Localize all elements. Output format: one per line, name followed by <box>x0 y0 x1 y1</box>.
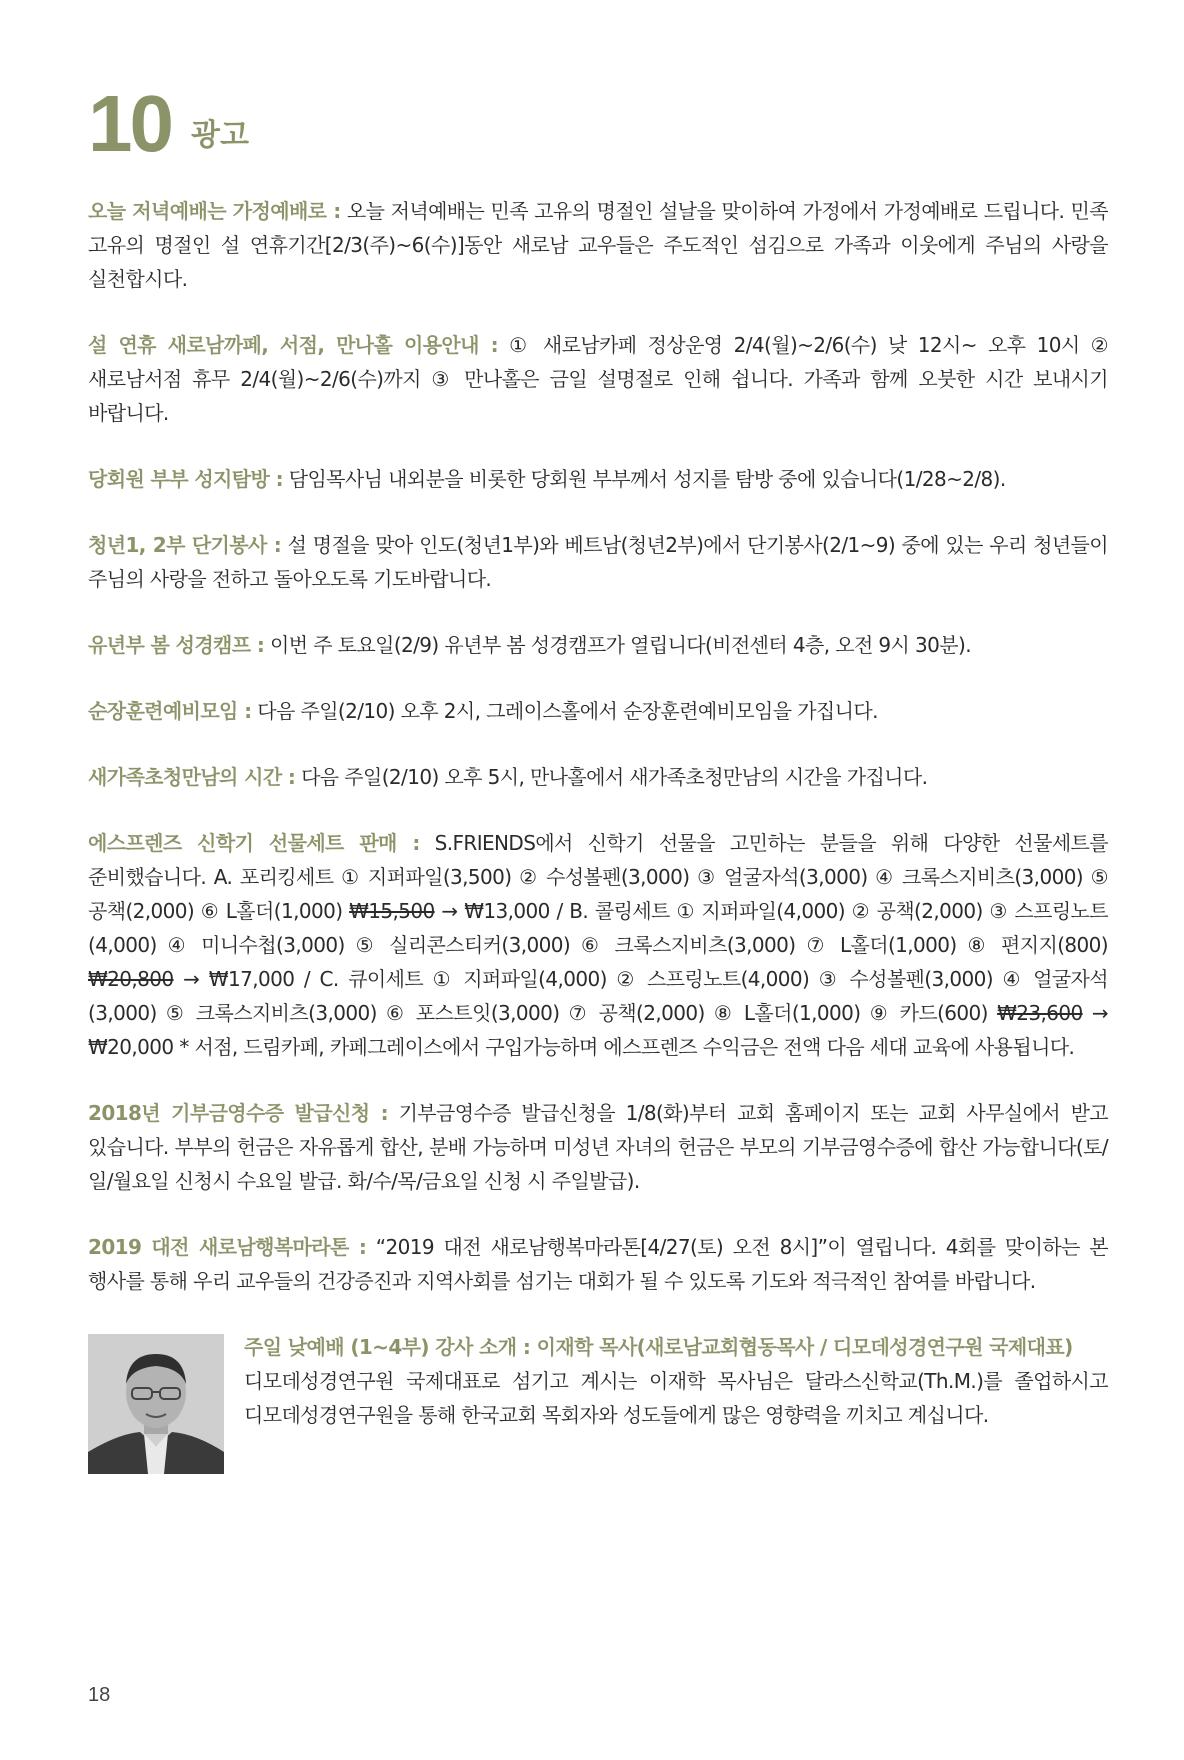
announcement-item <box>88 1096 1108 1198</box>
speaker-text-block <box>244 1330 1108 1474</box>
section-header <box>88 79 249 168</box>
old-price: ₩20,800 <box>88 967 174 991</box>
gift-set-text: → ₩17,000 / C. 큐이세트 ① 지퍼파일(4,000) ② 스프링노트(4,000) ③ 수성볼펜(3,000) ④ 얼굴자석(3,000) ⑤ 크록스지비츠(3,000) ⑥ 포스트잇(3,000) ⑦ 공책(2,000) ⑧ L홀더(1,000) ⑨ 카드(600) <box>88 967 1108 1025</box>
speaker-photo <box>88 1334 224 1474</box>
speaker-portrait-icon <box>88 1334 224 1474</box>
announcement-text: 다음 주일(2/10) 오후 2시, 그레이스홀에서 순장훈련예비모임을 가집니다. <box>251 699 878 723</box>
announcement-text: “2019 대전 새로남행복마라톤[4/27(토) 오전 8시]”이 열립니다. 4회를 맞이하는 본 행사를 통해 우리 교우들의 건강증진과 지역사회를 섬기는 대회가 될 수 있도록 기도와 적극적인 참여를 바랍니다. <box>88 1235 1109 1293</box>
announcement-label: 순장훈련예비모임 : <box>88 699 252 723</box>
speaker-label: 주일 낮예배 (1~4부) 강사 소개 : 이재학 목사(새로남교회협동목사 / 디모데성경연구원 국제대표) <box>244 1335 1073 1359</box>
speaker-description: 디모데성경연구원 국제대표로 섬기고 계시는 이재학 목사님은 달라스신학교(Th.M.)를 졸업하시고 디모데성경연구원을 통해 한국교회 목회자와 성도들에게 많은 영향력을 끼치고 계십니다. <box>244 1369 1108 1427</box>
announcement-item-gift-sets <box>88 826 1108 1064</box>
gift-set-text: → ₩13,000 / B. 콜링세트 ① 지퍼파일(4,000) ② 공책(2,000) ③ 스프링노트(4,000) ④ 미니수첩(3,000) ⑤ 실리콘스티커(3,000) ⑥ 크록스지비츠(3,000) ⑦ L홀더(1,000) ⑧ 편지지(800) <box>88 899 1108 957</box>
announcement-text: 담임목사님 내외분을 비롯한 당회원 부부께서 성지를 탐방 중에 있습니다(1/28~2/8). <box>282 467 1006 491</box>
announcement-label: 2018년 기부금영수증 발급신청 : <box>88 1101 389 1125</box>
announcement-text: ① 새로남카페 정상운영 2/4(월)~2/6(수) 낮 12시~ 오후 10시 ② 새로남서점 휴무 2/4(월)~2/6(수)까지 ③ 만나홀은 금일 설명절로 인해 쉽니다. 가족과 함께 오붓한 시간 보내시기 바랍니다. <box>88 333 1108 425</box>
announcement-item <box>88 194 1108 296</box>
old-price: ₩23,600 <box>997 1001 1083 1025</box>
section-number: 10 <box>88 79 171 168</box>
announcement-label: 2019 대전 새로남행복마라톤 : <box>88 1235 367 1259</box>
announcement-item <box>88 694 1108 728</box>
announcement-text: 오늘 저녁예배는 민족 고유의 명절인 설날을 맞이하여 가정에서 가정예배로 드립니다. 민족 고유의 명절인 설 연휴기간[2/3(주)~6(수)]동안 새로남 교우들은 주도적인 섬김으로 가족과 이웃에게 주님의 사랑을 실천합시다. <box>88 199 1108 291</box>
section-title: 광고 <box>190 118 249 153</box>
announcement-text: 기부금영수증 발급신청을 1/8(화)부터 교회 홈페이지 또는 교회 사무실에서 받고 있습니다. 부부의 헌금은 자유롭게 합산, 분배 가능하며 미성년 자녀의 헌금은 부모의 기부금영수증에 합산 가능합니다(토/일/월요일 신청시 수요일 발급. 화/수/목/금요일 신청 시 주일발급). <box>88 1101 1109 1193</box>
announcement-item <box>88 328 1108 430</box>
announcement-text: 다음 주일(2/10) 오후 5시, 만나홀에서 새가족초청만남의 시간을 가집니다. <box>295 765 928 789</box>
announcement-label: 청년1, 2부 단기봉사 : <box>88 533 282 557</box>
announcement-label: 오늘 저녁예배는 가정예배로 : <box>88 199 341 223</box>
announcement-label: 유년부 봄 성경캠프 : <box>88 633 265 657</box>
announcement-label: 에스프렌즈 신학기 선물세트 판매 : <box>88 831 420 855</box>
gift-set-text: S.FRIENDS에서 신학기 선물을 고민하는 분들을 위해 다양한 선물세트를 준비했습니다. A. 포리킹세트 ① 지퍼파일(3,500) ② 수성볼펜(3,000) ③ 얼굴자석(3,000) ④ 크록스지비츠(3,000) ⑤ 공책(2,000) ⑥ L홀더(1,000) <box>88 831 1108 923</box>
announcements <box>88 194 1108 1474</box>
gift-set-text: → ₩20,000 * 서점, 드림카페, 카페그레이스에서 구입가능하며 에스프렌즈 수익금은 전액 다음 세대 교육에 사용됩니다. <box>88 1001 1108 1059</box>
announcement-label: 새가족초청만남의 시간 : <box>88 765 296 789</box>
page-number: 18 <box>88 1684 111 1706</box>
old-price: ₩15,500 <box>349 899 435 923</box>
announcement-item <box>88 528 1108 596</box>
announcement-item <box>88 760 1108 794</box>
speaker-intro <box>88 1330 1108 1474</box>
announcement-item <box>88 1230 1108 1298</box>
announcement-label: 설 연휴 새로남까페, 서점, 만나홀 이용안내 : <box>88 333 498 357</box>
announcement-label: 당회원 부부 성지탐방 : <box>88 467 283 491</box>
announcement-text: 이번 주 토요일(2/9) 유년부 봄 성경캠프가 열립니다(비전센터 4층, 오전 9시 30분). <box>264 633 971 657</box>
announcement-item <box>88 628 1108 662</box>
announcement-text: 설 명절을 맞아 인도(청년1부)와 베트남(청년2부)에서 단기봉사(2/1~9) 중에 있는 우리 청년들이 주님의 사랑을 전하고 돌아오도록 기도바랍니다. <box>88 533 1108 591</box>
announcement-item <box>88 462 1108 496</box>
